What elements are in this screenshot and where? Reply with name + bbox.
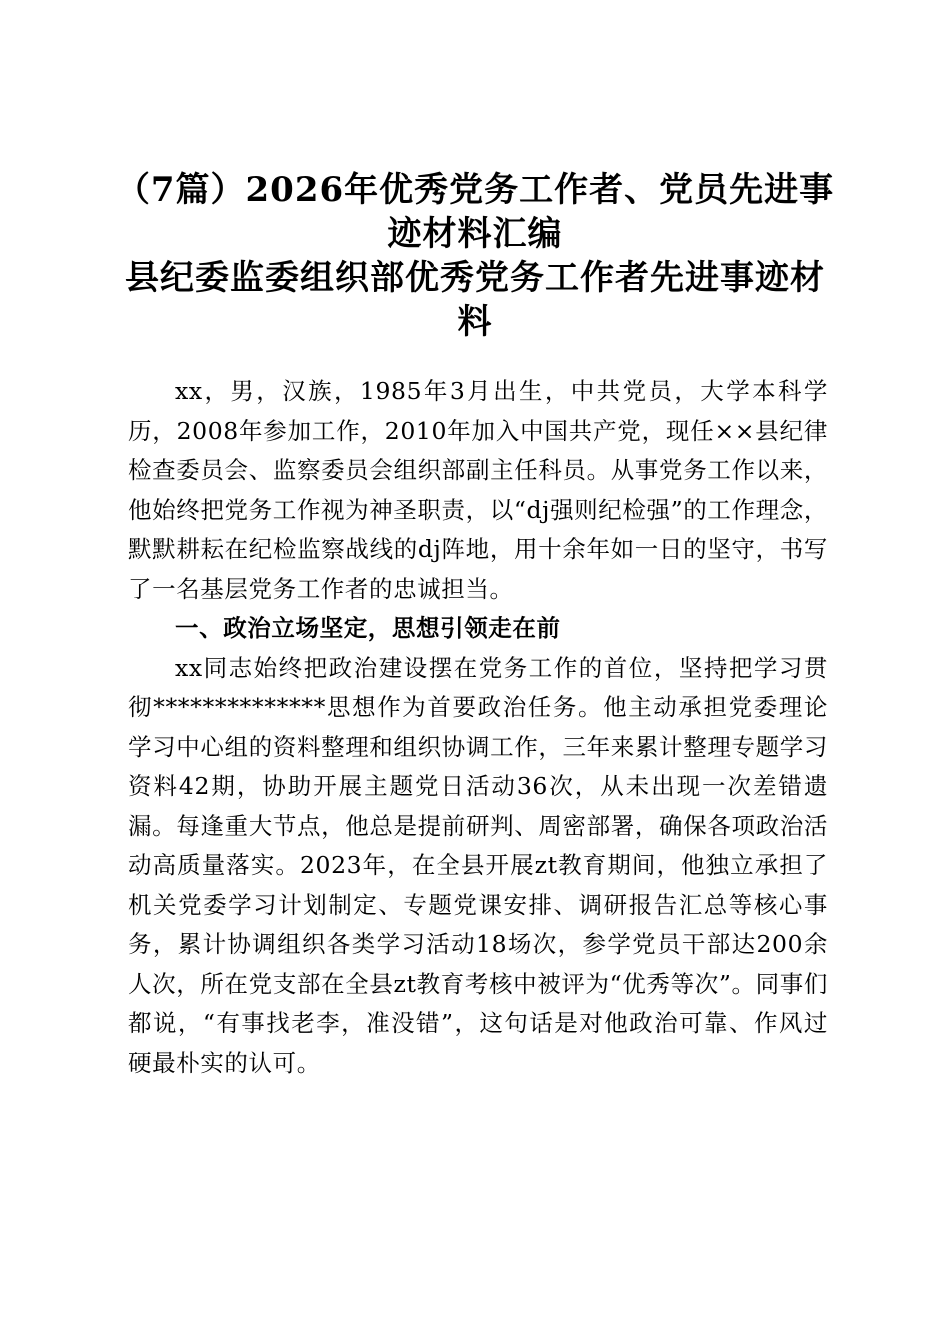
- document-title: [110, 168, 840, 344]
- intro-paragraph: xx，男，汉族，1985年3月出生，中共党员，大学本科学历，2008年参加工作，2010年加入中国共产党，现任××县纪律检查委员会、监察委员会组织部副主任科员。从事党务工作以来，他始终把党务工作视为神圣职责，以“dj强则纪检强”的工作理念，默默耕耘在纪检监察战线的dj阵地，用十余年如一日的坚守，书写了一名基层党务工作者的忠诚担当。: [128, 377, 829, 603]
- section-paragraph-1: xx同志始终把政治建设摆在党务工作的首位，坚持把学习贯彻**************思想作为首要政治任务。他主动承担党委理论学习中心组的资料整理和组织协调工作，三年来累计整理专题学习资料42期，协助开展主题党日活动36次，从未出现一次差错遗漏。每逢重大节点，他总是提前研判、周密部署，确保各项政治活动高质量落实。2023年，在全县开展zt教育期间，他独立承担了机关党委学习计划制定、专题党课安排、调研报告汇总等核心事务，累计协调组织各类学习活动18场次，参学党员干部达200余人次，所在党支部在全县zt教育考核中被评为“优秀等次”。同事们都说，“有事找老李，准没错”，这句话是对他政治可靠、作风过硬最朴实的认可。: [128, 653, 828, 1077]
- subtitle-line-2: 料: [457, 302, 493, 342]
- document-body: [128, 372, 828, 1083]
- title-line-2: 迹材料汇编: [387, 214, 563, 254]
- subtitle-line-1: 县纪委监委组织部优秀党务工作者先进事迹材: [125, 258, 825, 298]
- section-heading-1: 一、政治立场坚定，思想引领走在前: [175, 614, 561, 642]
- title-line-1: （7篇）2026年优秀党务工作者、党员先进事: [115, 170, 835, 210]
